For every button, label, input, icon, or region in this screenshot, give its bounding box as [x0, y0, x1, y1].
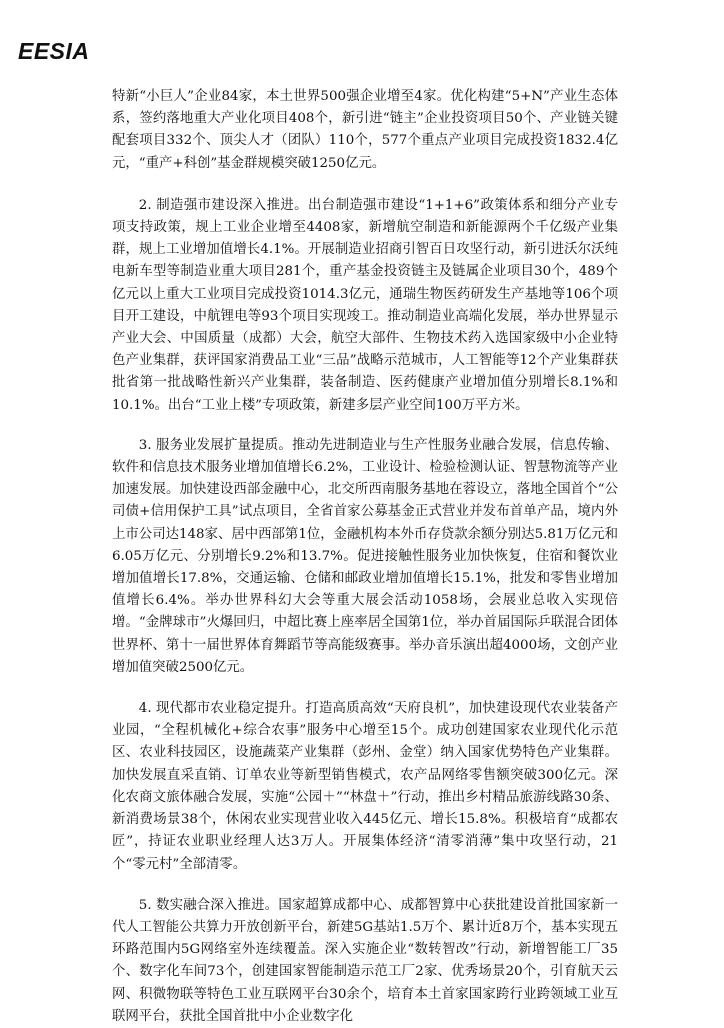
paragraph-intro: 特新“小巨人”企业84家，本土世界500强企业增至4家。优化构建“5+N”产业生态体系，签约落地重大产业化项目408个，新引进“链主”企业投资项目50个、产业链关键配套项目332个、顶尖人才（团队）110个，577个重点产业项目完成投资1832.4亿元，“重产+科创”基金群规模突破1250亿元。 — [112, 89, 618, 171]
paragraph-agriculture: 4. 现代都市农业稳定提升。打造高质高效“天府良机”，加快建设现代农业装备产业园，“全程机械化+综合农事”服务中心增至15个。成功创建国家农业现代化示范区、农业科技园区，设施蔬菜产业集群（彭州、金堂）纳入国家优势特色产业集群。加快发展直采直销、订单农业等新型销售模式，农产品网络零售额突破300亿元。深化农商文旅体融合发展，实施“公园＋”“林盘＋”行动，推出乡村精品旅游线路30条、新消费场景38个，休闲农业实现营业收入445亿元、增长15.8%。积极培育“成都农匠”，持证农业职业经理人达3万人。开展集体经济“清零消薄”集中攻坚行动，21个“零元村”全部清零。 — [112, 701, 618, 872]
paragraph-manufacturing: 2. 制造强市建设深入推进。出台制造强市建设“1+1+6”政策体系和细分产业专项支持政策，规上工业企业增至4408家，新增航空制造和新能源两个千亿级产业集群，规上工业增加值增长4.1%。开展制造业招商引智百日攻坚行动，新引进沃尔沃纯电新车型等制造业重大项目281个，重产基金投资链主及链属企业项目30个，489个亿元以上重大工业项目完成投资1014.3亿元，通瑞生物医药研发生产基地等106个项目开工建设，中航锂电等93个项目实现竣工。推动制造业高端化发展，举办世界显示产业大会、中国质量（成都）大会，航空大部件、生物技术药入选国家级中小企业特色产业集群，获评国家消费品工业“三品”战略示范城市，人工智能等12个产业集群获批省第一批战略性新兴产业集群，装备制造、医药健康产业增加值分别增长8.1%和10.1%。出台“工业上楼”专项政策，新建多层产业空间100万平方米。 — [112, 197, 618, 413]
paragraph-digital-integration: 5. 数实融合深入推进。国家超算成都中心、成都智算中心获批建设首批国家新一代人工智能公共算力开放创新平台，新建5G基站1.5万个、累计近8万个，基本实现五环路范围内5G网络室外连续覆盖。深入实施企业“数转智改”行动，新增智能工厂35个、数字化车间73个，创建国家智能制造示范工厂2家、优秀场景20个，引育航天云网、积微物联等特色工业互联网平台30余个，培育本土首家国家跨行业跨领域工业互联网平台，获批全国首批中小企业数字化 — [112, 897, 618, 1024]
company-logo: EESIA — [18, 38, 90, 64]
document-body — [112, 86, 618, 1028]
paragraph-services: 3. 服务业发展扩量提质。推动先进制造业与生产性服务业融合发展，信息传输、软件和信息技术服务业增加值增长6.2%，工业设计、检验检测认证、智慧物流等产业加速发展。加快建设西部金融中心，北交所西南服务基地在蓉设立，落地全国首个“公司债+信用保护工具”试点项目，全省首家公募基金正式营业并发布首单产品，境内外上市公司达148家、居中西部第1位，金融机构本外币存贷款余额分别达5.81万亿元和6.05万亿元、分别增长9.2%和13.7%。促进接触性服务业加快恢复，住宿和餐饮业增加值增长17.8%，交通运输、仓储和邮政业增加值增长15.1%，批发和零售业增加值增长6.4%。举办世界科幻大会等重大展会活动1058场，会展业总收入实现倍增。“金牌球市”火爆回归，中超比赛上座率居全国第1位，举办首届国际乒联混合团体世界杯、第十一届世界体育舞蹈节等高能级赛事。举办音乐演出超4000场，文创产业增加值突破2500亿元。 — [112, 437, 618, 675]
